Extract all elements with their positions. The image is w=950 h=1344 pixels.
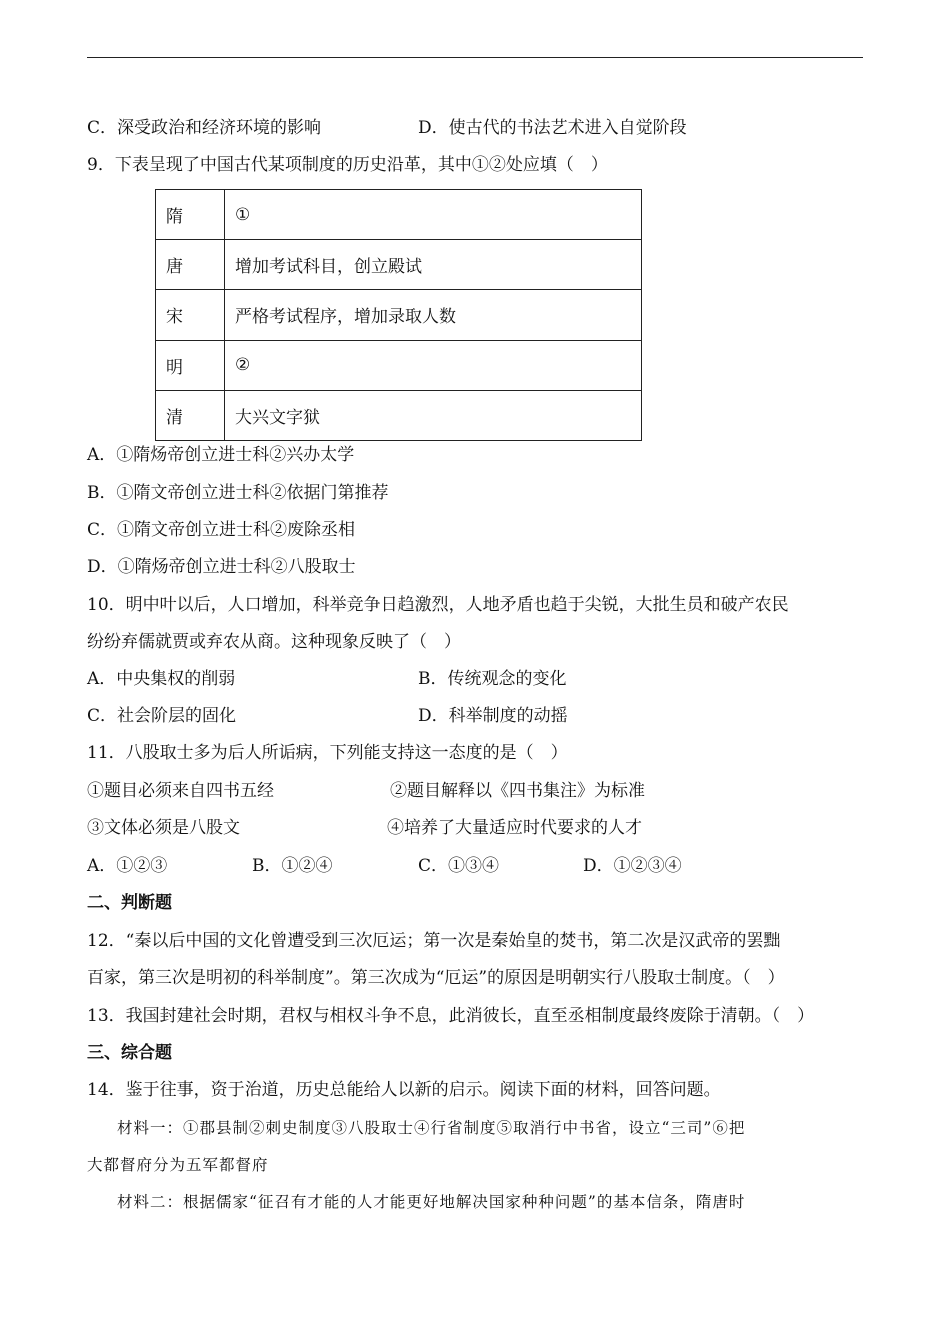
content-cell: ② — [225, 340, 642, 390]
table-row — [156, 340, 642, 390]
q9-option-c: C．①隋文帝创立进士科②废除丞相 — [87, 520, 356, 540]
q10-option-d: D．科举制度的动摇 — [418, 706, 568, 726]
table-row — [156, 390, 642, 440]
content-cell: ① — [225, 190, 642, 240]
q9-option-d: D．①隋炀帝创立进士科②八股取士 — [87, 557, 356, 577]
q11-option-b: B．①②④ — [252, 856, 333, 876]
table-row — [156, 190, 642, 240]
q14-stem: 14．鉴于往事，资于治道，历史总能给人以新的启示。阅读下面的材料，回答问题。 — [87, 1080, 721, 1100]
q11-statement-3: ③文体必须是八股文 — [87, 818, 240, 838]
dynasty-cell: 明 — [156, 340, 225, 390]
q10-stem-line2: 纷纷弃儒就贾或弃农从商。这种现象反映了（ ） — [87, 632, 461, 652]
table-row — [156, 240, 642, 290]
dynasty-cell: 隋 — [156, 190, 225, 240]
q11-statement-4: ④培养了大量适应时代要求的人才 — [387, 818, 642, 838]
dynasty-cell: 清 — [156, 390, 225, 440]
q9-option-b: B．①隋文帝创立进士科②依据门第推荐 — [87, 483, 389, 503]
q14-material2-line1: 材料二：根据儒家“征召有才能的人才能更好地解决国家种种问题”的基本信条，隋唐时 — [117, 1193, 746, 1211]
q8-option-d: D．使古代的书法艺术进入自觉阶段 — [418, 118, 687, 138]
q11-option-d: D．①②③④ — [583, 856, 682, 876]
q12-line1: 12．“秦以后中国的文化曾遭受到三次厄运；第一次是秦始皇的焚书，第二次是汉武帝的罢黜 — [87, 931, 781, 951]
table-row — [156, 290, 642, 340]
q8-option-c: C．深受政治和经济环境的影响 — [87, 118, 322, 138]
dynasty-table — [155, 189, 642, 441]
q11-option-a: A．①②③ — [87, 856, 168, 876]
q14-material1-line1: 材料一：①郡县制②刺史制度③八股取士④行省制度⑤取消行中书省，设立“三司”⑥把 — [117, 1119, 746, 1137]
q13: 13．我国封建社会时期，君权与相权斗争不息，此消彼长，直至丞相制度最终废除于清朝。（ ） — [87, 1006, 815, 1026]
dynasty-cell: 唐 — [156, 240, 225, 290]
content-cell: 增加考试科目，创立殿试 — [225, 240, 642, 290]
q10-option-b: B．传统观念的变化 — [418, 669, 567, 689]
section-heading-judgment: 二、判断题 — [87, 893, 172, 913]
q10-stem-line1: 10．明中叶以后，人口增加，科举竞争日趋激烈，人地矛盾也趋于尖锐，大批生员和破产农民 — [87, 595, 789, 615]
q11-statement-1: ①题目必须来自四书五经 — [87, 781, 274, 801]
q10-option-c: C．社会阶层的固化 — [87, 706, 237, 726]
content-cell: 严格考试程序，增加录取人数 — [225, 290, 642, 340]
q12-line2: 百家，第三次是明初的科举制度”。第三次成为“厄运”的原因是明朝实行八股取士制度。（ ） — [87, 968, 785, 988]
dynasty-cell: 宋 — [156, 290, 225, 340]
q14-material1-line2: 大都督府分为五军都督府 — [87, 1156, 269, 1174]
content-cell: 大兴文字狱 — [225, 390, 642, 440]
q9-option-a: A．①隋炀帝创立进士科②兴办太学 — [87, 445, 355, 465]
q11-option-c: C．①③④ — [418, 856, 500, 876]
q10-option-a: A．中央集权的削弱 — [87, 669, 236, 689]
q11-stem: 11．八股取士多为后人所诟病，下列能支持这一态度的是（ ） — [87, 743, 568, 763]
section-heading-comprehensive: 三、综合题 — [87, 1043, 172, 1063]
q11-statement-2: ②题目解释以《四书集注》为标准 — [390, 781, 645, 801]
q9-stem: 9．下表呈现了中国古代某项制度的历史沿革，其中①②处应填（ ） — [87, 155, 608, 175]
header-rule — [87, 57, 863, 58]
